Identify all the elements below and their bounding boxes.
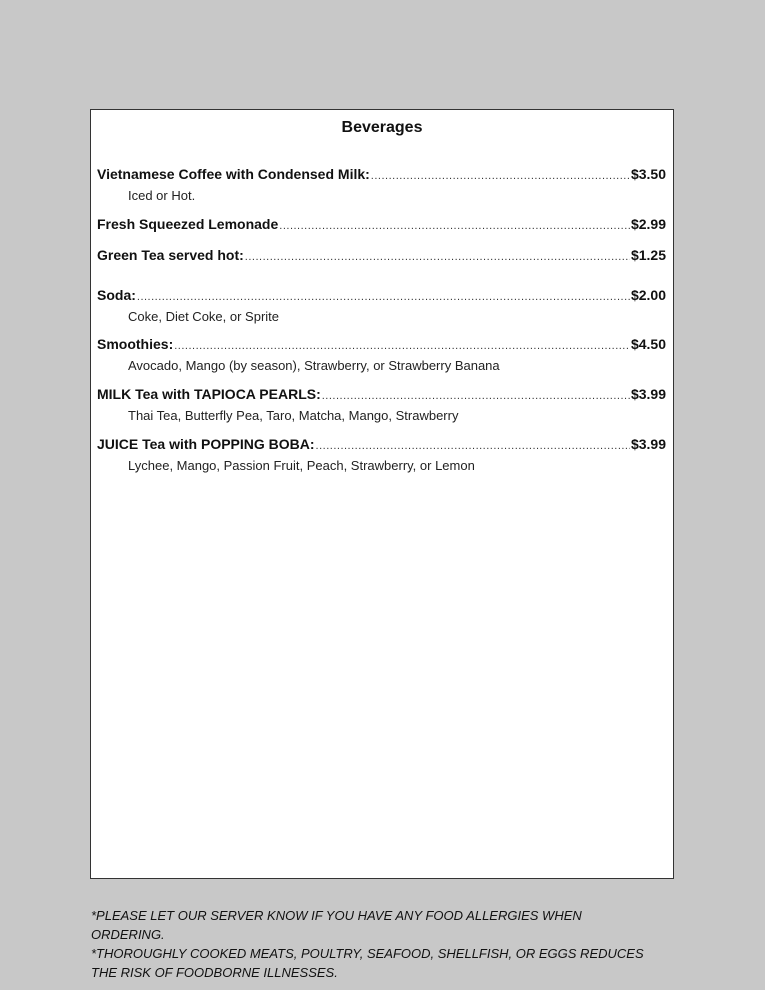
item-description: Avocado, Mango (by season), Strawberry, or Strawberry Banana bbox=[128, 358, 500, 373]
item-name: Vietnamese Coffee with Condensed Milk: bbox=[97, 166, 370, 182]
item-price: $3.99 bbox=[630, 386, 666, 402]
item-price: $3.99 bbox=[630, 436, 666, 452]
menu-title: Beverages bbox=[341, 119, 423, 136]
menu-item-soda bbox=[97, 287, 666, 324]
dot-leader bbox=[316, 438, 630, 454]
item-name: Soda: bbox=[97, 287, 136, 303]
menu-item-milk-tea bbox=[97, 386, 666, 423]
item-price: $3.50 bbox=[630, 166, 666, 182]
dot-leader bbox=[279, 218, 630, 234]
item-description: Thai Tea, Butterfly Pea, Taro, Matcha, Mango, Strawberry bbox=[128, 408, 459, 423]
allergy-note: *PLEASE LET OUR SERVER KNOW IF YOU HAVE ANY FOOD ALLERGIES WHEN ORDERING. bbox=[91, 908, 582, 942]
menu-item-lemonade bbox=[97, 216, 666, 234]
beverages-menu-card bbox=[90, 109, 674, 879]
menu-item-juice-tea bbox=[97, 436, 666, 473]
item-description: Coke, Diet Coke, or Sprite bbox=[128, 309, 280, 324]
dot-leader bbox=[137, 289, 630, 305]
dot-leader bbox=[245, 249, 630, 265]
item-price: $1.25 bbox=[630, 247, 666, 263]
dot-leader bbox=[322, 388, 630, 404]
dot-leader bbox=[174, 338, 630, 354]
item-name: Green Tea served hot: bbox=[97, 247, 244, 263]
item-price: $4.50 bbox=[630, 336, 666, 352]
item-description: Lychee, Mango, Passion Fruit, Peach, Strawberry, or Lemon bbox=[128, 458, 475, 473]
item-name: Smoothies: bbox=[97, 336, 174, 352]
dot-leader bbox=[371, 168, 630, 184]
menu-item-smoothies bbox=[97, 336, 666, 373]
menu-item-green-tea bbox=[97, 247, 666, 265]
allergy-disclaimer bbox=[91, 906, 651, 982]
item-description: Iced or Hot. bbox=[128, 188, 196, 203]
item-name: MILK Tea with TAPIOCA PEARLS: bbox=[97, 386, 321, 402]
foodborne-illness-note: *THOROUGHLY COOKED MEATS, POULTRY, SEAFOOD, SHELLFISH, OR EGGS REDUCES THE RISK OF FOODBORNE ILLNESSES. bbox=[91, 946, 644, 980]
item-name: Fresh Squeezed Lemonade bbox=[97, 216, 279, 232]
menu-item-vietnamese-coffee bbox=[97, 166, 666, 203]
item-price: $2.00 bbox=[630, 287, 666, 303]
item-price: $2.99 bbox=[630, 216, 666, 232]
item-name: JUICE Tea with POPPING BOBA: bbox=[97, 436, 315, 452]
